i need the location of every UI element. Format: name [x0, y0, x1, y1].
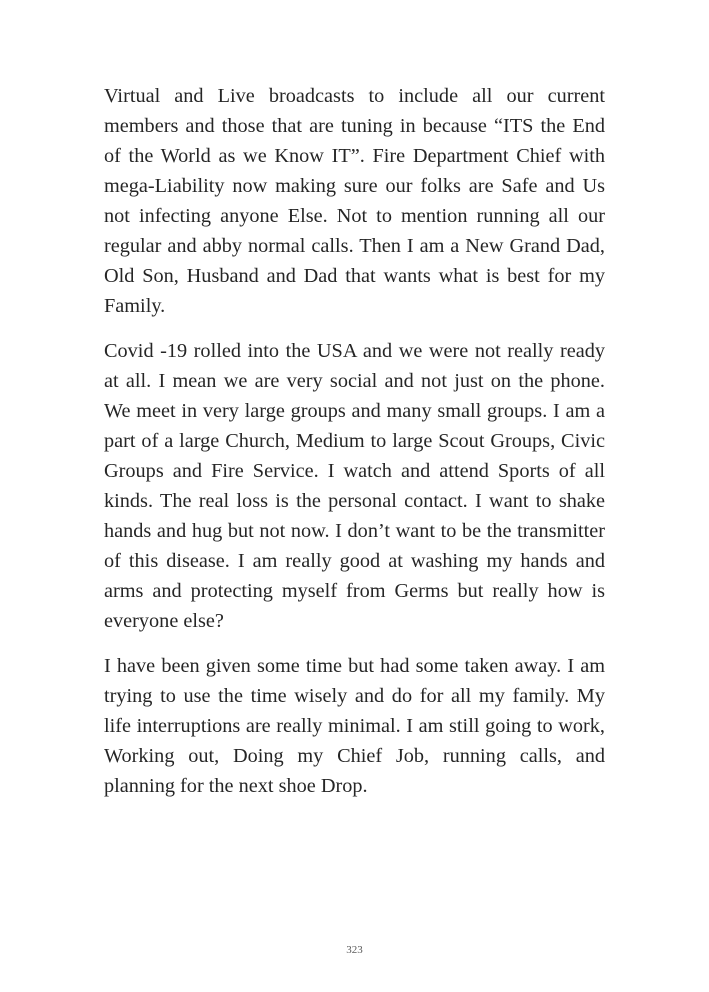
paragraph-2: Covid -19 rolled into the USA and we were not really ready at all. I mean we are very social and not just on the phone. We meet in very large groups and many small groups. I am a part of a large Church, Medium to large Scout Groups, Civic Groups and Fire Service. I watch and attend Sports of all kinds. The real loss is the personal contact. I want to shake hands and hug but not now. I don’t want to be the transmitter of this disease. I am really good at washing my hands and arms and protecting myself from Germs but really how is everyone else? — [104, 340, 605, 632]
body-text — [104, 81, 605, 816]
page-number: 323 — [346, 944, 363, 956]
paragraph-1: Virtual and Live broadcasts to include all our current members and those that are tuning in because “ITS the End of the World as we Know IT”. Fire Department Chief with mega-Liability now making sure our folks are Safe and Us not infecting anyone Else. Not to mention running all our regular and abby normal calls. Then I am a New Grand Dad, Old Son, Husband and Dad that wants what is best for my Family. — [104, 85, 605, 317]
paragraph-3: I have been given some time but had some taken away. I am trying to use the time wisely and do for all my family. My life interruptions are really minimal. I am still going to work, Working out, Doing my Chief Job, running calls, and planning for the next shoe Drop. — [104, 655, 605, 797]
